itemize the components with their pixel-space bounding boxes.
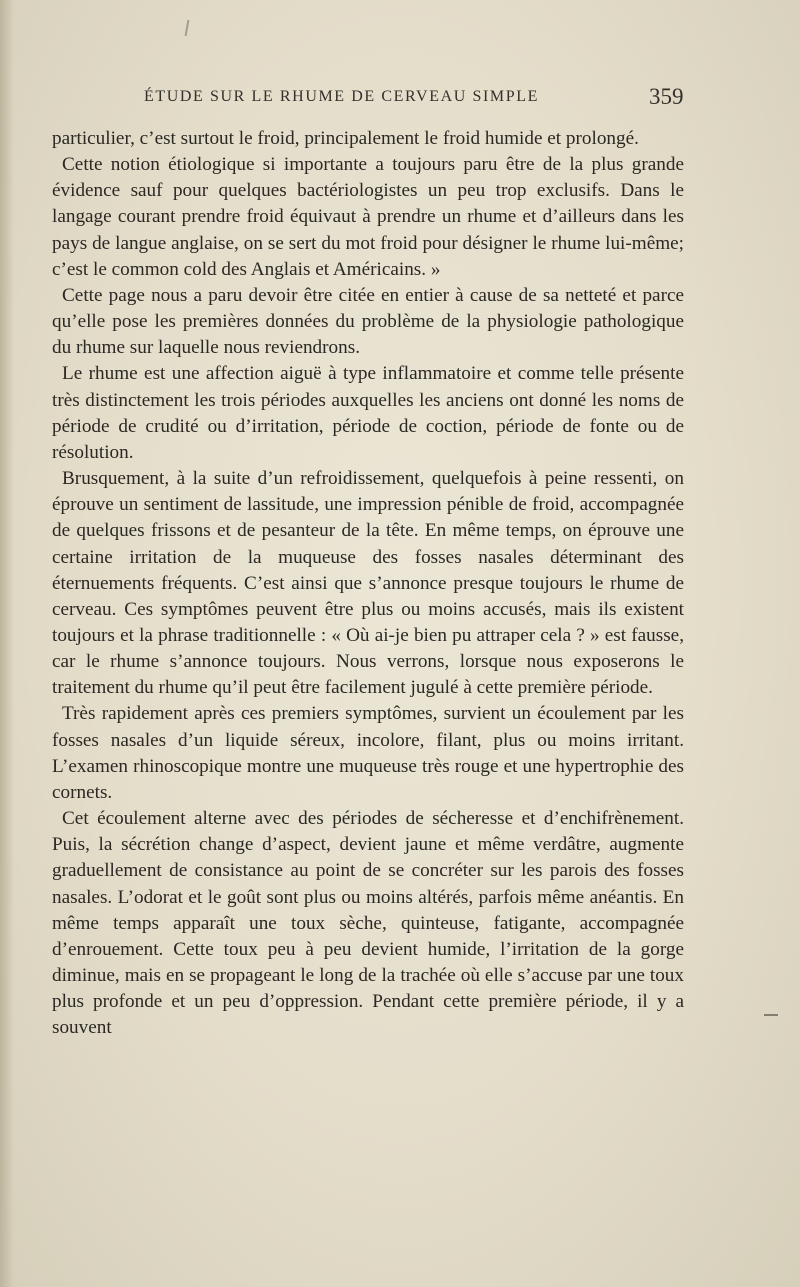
paragraph: Très rapidement après ces premiers symptômes, survient un écoulement par les fosses nasales d’un liquide séreux, incolore, filant, plus ou moins irritant. L’examen rhinoscopique montre une muqueuse très rouge et une hypertrophie des cornets.: [52, 703, 684, 803]
paragraph: Cette notion étiologique si importante a toujours paru être de la plus grande évidence sauf pour quelques bactériologistes un peu trop exclusifs. Dans le langage courant prendre froid équivaut à prendre un rhume et d’ailleurs dans les pays de langue anglaise, on se sert du mot froid pour désigner le rhume lui-même; c’est le common cold des Anglais et Américains. »: [52, 154, 684, 280]
paragraph: particulier, c’est surtout le froid, principalement le froid humide et prolongé.: [52, 128, 639, 149]
paragraph: Cet écoulement alterne avec des périodes de sécheresse et d’enchifrènement. Puis, la sécrétion change d’aspect, devient jaune et même verdâtre, augmente graduellement de consistance au point de se concréter sur les parois des fosses nasales. L’odorat et le goût sont plus ou moins altérés, parfois même anéantis. En même temps apparaît une toux sèche, quinteuse, fatigante, accompagnée d’enrouement. Cette toux peu à peu devient humide, l’irritation de la gorge diminue, mais en se propageant le long de la trachée où elle s’accuse par une toux plus profonde et un peu d’oppression. Pendant cette première période, il y a souvent: [52, 808, 684, 1039]
paragraph: Le rhume est une affection aiguë à type inflammatoire et comme telle présente très distinctement les trois périodes auxquelles les anciens ont donné les noms de période de crudité ou d’irritation, période de coction, période de fonte ou de résolution.: [52, 363, 684, 463]
page-number: 359: [649, 84, 684, 109]
paragraph: Cette page nous a paru devoir être citée en entier à cause de sa netteté et parce qu’elle pose les premières données du problème de la physiologie pathologique du rhume sur laquelle nous reviendrons.: [52, 284, 684, 359]
paragraph: Brusquement, à la suite d’un refroidissement, quelquefois à peine ressenti, on éprouve un sentiment de lassitude, une impression pénible de froid, accompagnée de quelques frissons et de pesanteur de la tête. En même temps, on éprouve une certaine irritation de la muqueuse des fosses nasales déterminant des éternuements fréquents. C’est ainsi que s’annonce presque toujours le rhume de cerveau. Ces symptômes peuvent être plus ou moins accusés, mais ils existent toujours et la phrase traditionnelle : « Où ai-je bien pu attraper cela ? » est fausse, car le rhume s’annonce toujours. Nous verrons, lorsque nous exposerons le traitement du rhume qu’il peut être facilement jugulé à cette première période.: [52, 468, 684, 699]
running-title: ÉTUDE SUR LE RHUME DE CERVEAU SIMPLE: [144, 88, 539, 105]
page-edge-shadow: [0, 0, 14, 1287]
margin-dash-mark: [764, 1014, 778, 1016]
stray-pencil-mark: [185, 20, 190, 36]
page-header: [144, 84, 704, 114]
body-text: [52, 126, 684, 1041]
